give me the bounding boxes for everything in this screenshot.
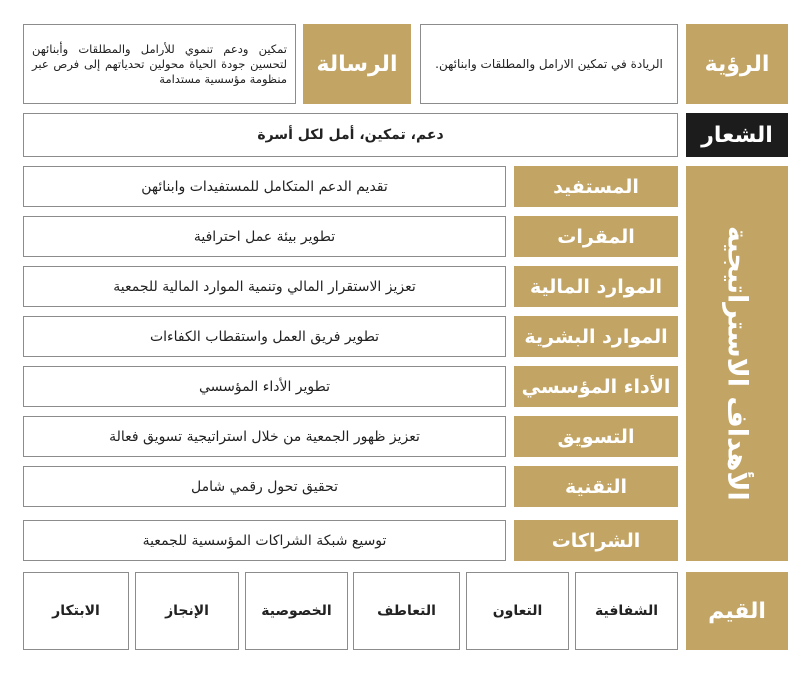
- goal-label: الموارد المالية: [514, 266, 678, 307]
- goal-text: تطوير بيئة عمل احترافية: [23, 216, 506, 257]
- goal-text: تطوير فريق العمل واستقطاب الكفاءات: [23, 316, 506, 357]
- mission-title: الرسالة: [303, 24, 411, 104]
- value-item: التعاطف: [353, 572, 460, 650]
- goal-label: الشراكات: [514, 520, 678, 561]
- value-item: الابتكار: [23, 572, 129, 650]
- slogan-text: دعم، تمكين، أمل لكل أسرة: [23, 113, 678, 157]
- goal-label: التقنية: [514, 466, 678, 507]
- goal-text: تعزيز ظهور الجمعية من خلال استراتيجية تسويق فعالة: [23, 416, 506, 457]
- goal-label: المقرات: [514, 216, 678, 257]
- goal-text: توسيع شبكة الشراكات المؤسسية للجمعية: [23, 520, 506, 561]
- value-item: التعاون: [466, 572, 569, 650]
- value-item: الشفافية: [575, 572, 678, 650]
- goal-text: تعزيز الاستقرار المالي وتنمية الموارد المالية للجمعية: [23, 266, 506, 307]
- goal-text: تطوير الأداء المؤسسي: [23, 366, 506, 407]
- value-item: الإنجاز: [135, 572, 239, 650]
- vision-text: الريادة في تمكين الارامل والمطلقات وابنائهن.: [420, 24, 678, 104]
- goal-label: المستفيد: [514, 166, 678, 207]
- goal-text: تقديم الدعم المتكامل للمستفيدات وابنائهن: [23, 166, 506, 207]
- goals-title: الأهداف الاستراتيجية: [686, 166, 788, 561]
- goal-text: تحقيق تحول رقمي شامل: [23, 466, 506, 507]
- goal-label: التسويق: [514, 416, 678, 457]
- goal-label: الموارد البشرية: [514, 316, 678, 357]
- goal-label: الأداء المؤسسي: [514, 366, 678, 407]
- values-title: القيم: [686, 572, 788, 650]
- mission-text: تمكين ودعم تنموي للأرامل والمطلقات وأبنائهن لتحسين جودة الحياة محولين تحدياتهم إلى فرص عبر منظومة مؤسسية مستدامة: [23, 24, 296, 104]
- value-item: الخصوصية: [245, 572, 348, 650]
- slogan-title: الشعار: [686, 113, 788, 157]
- vision-title: الرؤية: [686, 24, 788, 104]
